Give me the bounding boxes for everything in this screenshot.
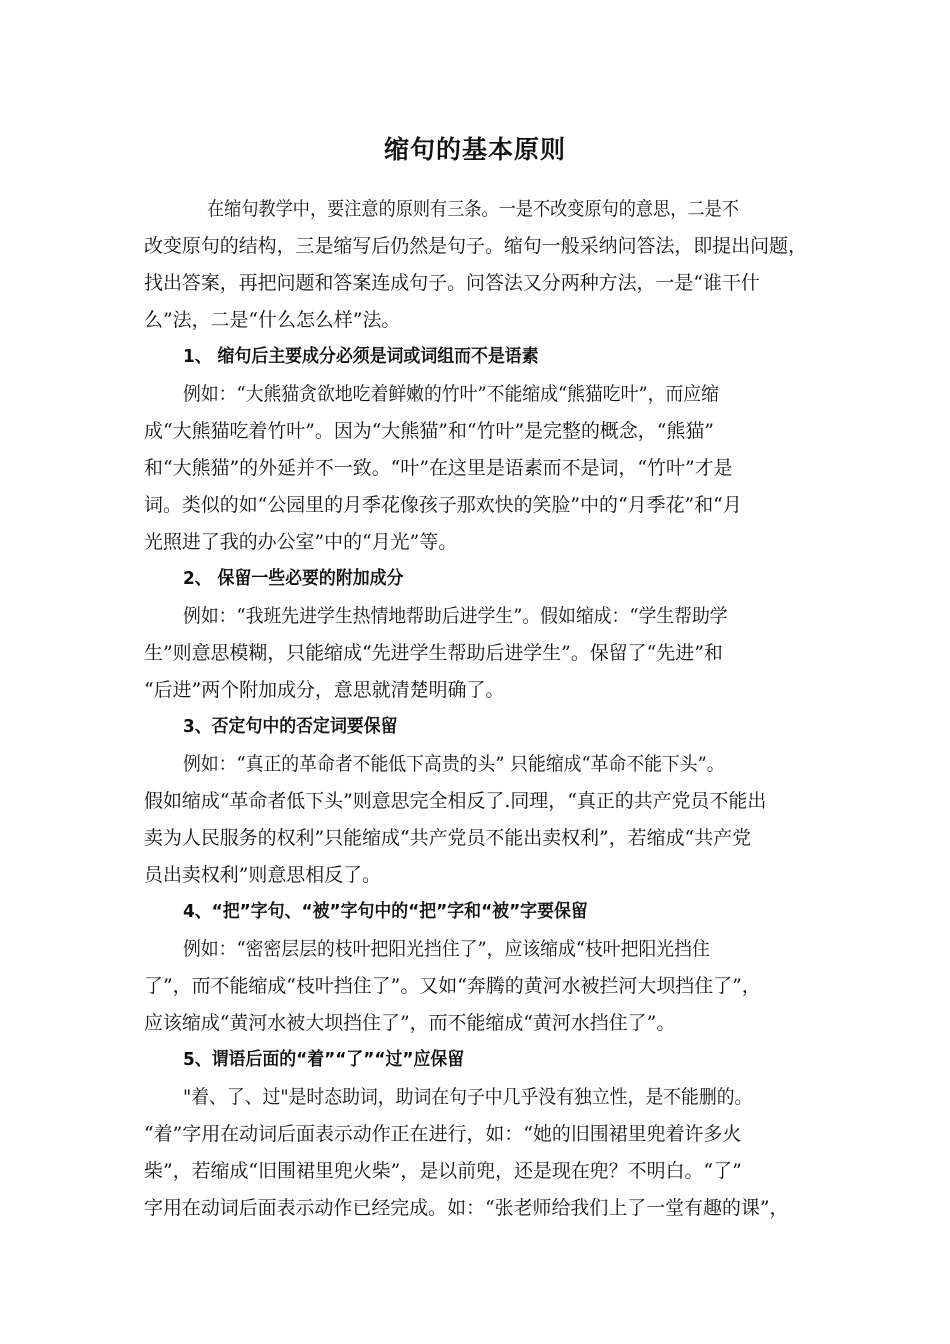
intro-line: 改变原句的结构，三是缩写后仍然是句子。缩句一般采纳问答法，即提出问题， (144, 235, 808, 257)
intro-line: 在缩句教学中，要注意的原则有三条。一是不改变原句的意思，二是不 (207, 198, 739, 220)
section-3-line: 例如：“真正的革命者不能低下高贵的头” 只能缩成“革命不能下头”。 (183, 753, 725, 775)
section-2-line: 例如：“我班先进学生热情地帮助后进学生”。假如缩成：“学生帮助学 (183, 605, 728, 627)
section-3-line: 卖为人民服务的权利”只能缩成“共产党员不能出卖权利”，若缩成“共产党 (144, 827, 752, 849)
section-3-line: 假如缩成“革命者低下头”则意思完全相反了.同理，“真正的共产党员不能出 (144, 790, 767, 812)
section-heading-4: 4、“把”字句、“被”字句中的“把”字和“被”字要保留 (183, 901, 588, 922)
intro-line: 么”法，二是“什么怎么样”法。 (144, 309, 401, 331)
section-5-line: 柴”，若缩成“旧围裙里兜火柴”，是以前兜，还是现在兜？不明白。“了” (144, 1160, 742, 1182)
section-heading-3: 3、否定句中的否定词要保留 (183, 716, 398, 737)
section-4-line: 了”，而不能缩成“枝叶挡住了”。又如“奔腾的黄河水被拦河大坝挡住了”， (144, 975, 761, 997)
section-heading-5: 5、谓语后面的“着”“了”“过”应保留 (183, 1049, 465, 1070)
section-1-line: 和“大熊猫”的外延并不一致。“叶”在这里是语素而不是词，“竹叶”才是 (144, 457, 733, 479)
section-3-line: 员出卖权利”则意思相反了。 (144, 864, 382, 886)
section-4-line: 例如：“密密层层的枝叶把阳光挡住了”，应该缩成“枝叶把阳光挡住 (183, 938, 710, 960)
section-1-line: 例如：“大熊猫贪欲地吃着鲜嫩的竹叶”不能缩成“熊猫吃叶”，而应缩 (183, 383, 719, 405)
section-5-line: “着”字用在动词后面表示动作正在进行，如：“她的旧围裙里兜着许多火 (144, 1123, 742, 1145)
section-1-line: 词。类似的如“公园里的月季花像孩子那欢快的笑脸”中的“月季花”和“月 (144, 494, 742, 516)
intro-line: 找出答案，再把问题和答案连成句子。问答法又分两种方法，一是“谁干什 (144, 272, 760, 294)
section-5-line: 字用在动词后面表示动作已经完成。如：“张老师给我们上了一堂有趣的课”， (144, 1197, 789, 1219)
section-5-line: "着、了、过"是时态助词，助词在句子中几乎没有独立性，是不能删的。 (183, 1086, 753, 1108)
section-heading-1: 1、 缩句后主要成分必须是词或词组而不是语素 (183, 346, 539, 367)
section-2-line: “后进”两个附加成分，意思就清楚明确了。 (144, 679, 505, 701)
section-1-line: 成“大熊猫吃着竹叶”。因为“大熊猫”和“竹叶”是完整的概念，“熊猫” (144, 420, 715, 442)
section-2-line: 生”则意思模糊，只能缩成“先进学生帮助后进学生”。保留了“先进”和 (144, 642, 723, 664)
section-1-line: 光照进了我的办公室”中的“月光”等。 (144, 531, 458, 553)
section-heading-2: 2、 保留一些必要的附加成分 (183, 568, 404, 589)
page-title: 缩句的基本原则 (383, 135, 566, 164)
section-4-line: 应该缩成“黄河水被大坝挡住了”，而不能缩成“黄河水挡住了”。 (144, 1012, 676, 1034)
